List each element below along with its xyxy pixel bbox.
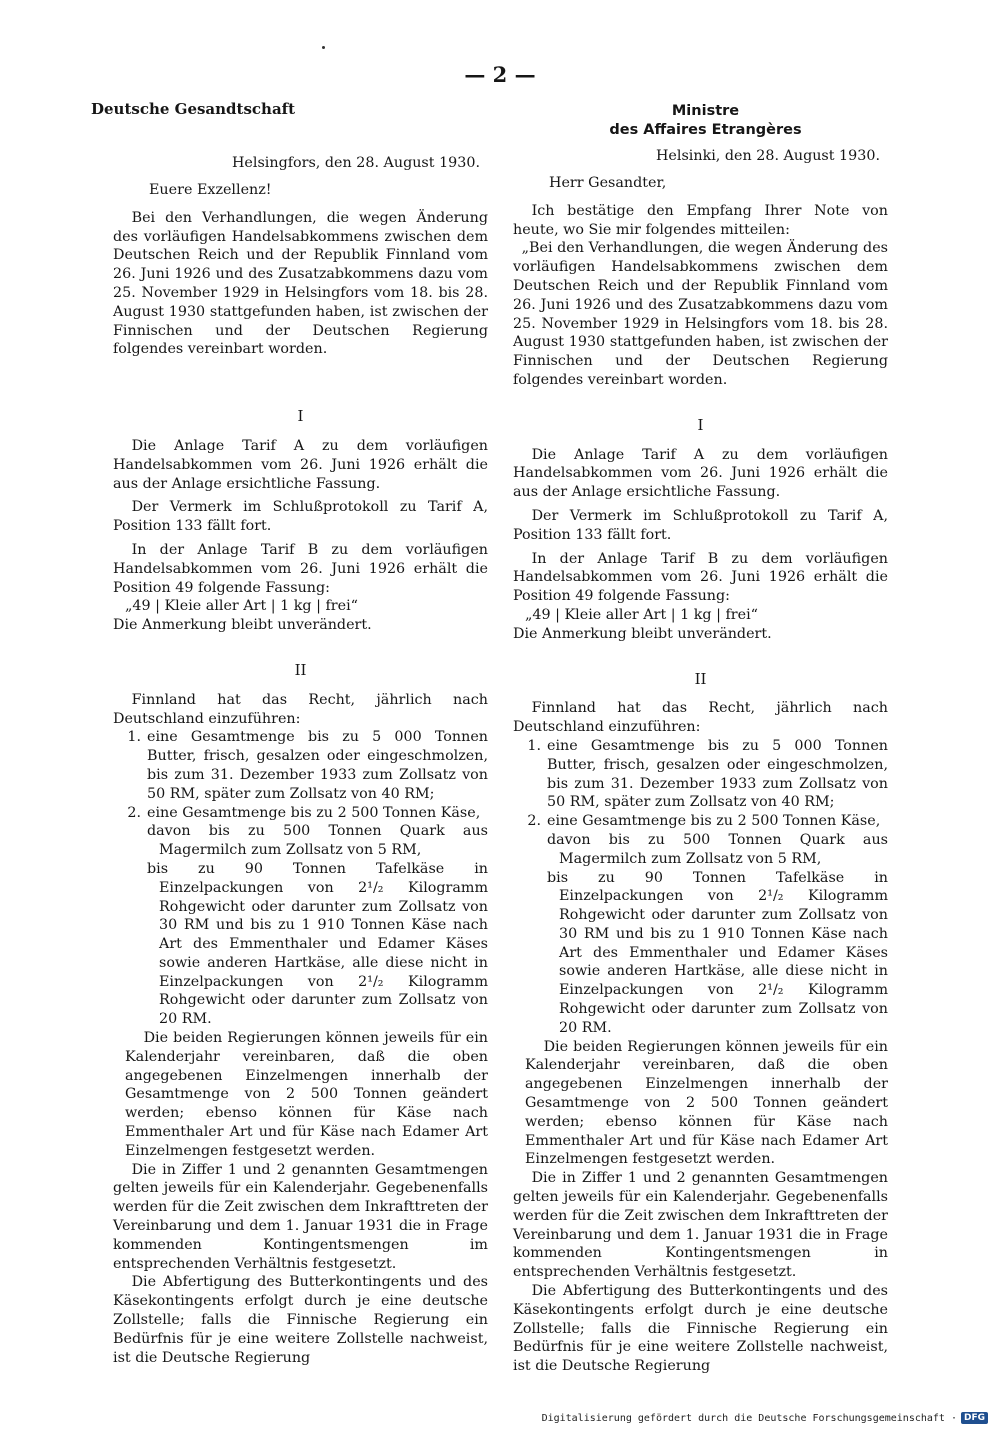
intro-paragraph: Bei den Verhandlungen, die wegen Änderung des vorläufigen Handelsabkommens zwischen dem Deutschen Reich und der Republik Finnland vom 26. Juni 1926 und des Zusatzabkommens dazu vom 25. November 1929 in Helsingfors vom 18. bis 28. August 1930 stattgefunden haben, ist zwischen der Finnischen und der Deutschen Regierung folgendes vereinbart worden. <box>113 209 488 358</box>
sub-paragraph: bis zu 90 Tonnen Tafelkäse in Einzelpackungen von 2¹/₂ Kilogramm Rohgewicht oder darunter zum Zollsatz von 30 RM und bis zu 1 910 Tonnen Käse nach Art des Emmenthaler und Edamer Käses sowie anderen Hartkäse, alle diese nicht in Einzelpackungen von 2¹/₂ Kilogramm Rohgewicht oder darunter zum Zollsatz von 20 RM. <box>547 869 888 1036</box>
section-i-paragraph: Der Vermerk im Schlußprotokoll zu Tarif A, Position 133 fällt fort. <box>513 507 888 543</box>
list-text: eine Gesamtmenge bis zu 5 000 Tonnen Butter, frisch, gesalzen oder eingeschmolzen, bis zum 31. Dezember 1933 zum Zollsatz von 50 RM, später zum Zollsatz von 40 RM; <box>147 729 488 802</box>
letter-date: Helsinki, den 28. August 1930. <box>655 148 880 164</box>
list-text: eine Gesamtmenge bis zu 2 500 Tonnen Käse, <box>147 804 481 821</box>
letter-date: Helsingfors, den 28. August 1930. <box>231 155 480 171</box>
quota-list <box>113 728 488 822</box>
footer-text: Digitalisierung gefördert durch die Deutsche Forschungsgemeinschaft · <box>541 1412 957 1424</box>
section-i-paragraph: Die Anmerkung bleibt unverändert. <box>113 617 372 634</box>
left-column <box>91 100 488 1367</box>
tariff-entry: „49 | Kleie aller Art | 1 kg | frei“ <box>125 598 358 615</box>
sub-paragraph: bis zu 90 Tonnen Tafelkäse in Einzelpackungen von 2¹/₂ Kilogramm Rohgewicht oder darunter zum Zollsatz von 30 RM und bis zu 1 910 Tonnen Käse nach Art des Emmenthaler und Edamer Käses sowie anderen Hartkäse, alle diese nicht in Einzelpackungen von 2¹/₂ Kilogramm Rohgewicht oder darunter zum Zollsatz von 20 RM. <box>147 860 488 1028</box>
page-number: — 2 — <box>464 62 536 87</box>
sub-paragraph: Die beiden Regierungen können jeweils für ein Kalenderjahr vereinbaren, daß die oben angegebenen Einzelmengen innerhalb der Gesamtmenge von 2 500 Tonnen geändert werden; ebenso können für Käse nach Emmenthaler Art und für Käse nach Edamer Art Einzelmengen festgesetzt werden. <box>125 1030 488 1159</box>
sender-heading <box>523 102 888 138</box>
list-item <box>513 737 888 812</box>
section-i-paragraph: In der Anlage Tarif B zu dem vorläufigen Handelsabkommen vom 26. Juni 1926 erhält die Position 49 folgende Fassung: <box>113 541 488 596</box>
list-item <box>113 804 488 823</box>
section-heading-ii: II <box>294 660 307 679</box>
list-number: 1. <box>127 729 141 746</box>
section-ii-paragraph: Die Abfertigung des Butterkontingents und des Käsekontingents erfolgt durch je eine deutsche Zollstelle; falls die Finnische Regierung ein Bedürfnis für je eine weitere Zollstelle nachweist, ist die Deutsche Regierung <box>113 1274 488 1366</box>
sender-line: Ministre <box>671 103 740 119</box>
print-speck <box>322 46 325 49</box>
list-item <box>113 728 488 803</box>
salutation: Herr Gesandter, <box>549 174 667 191</box>
section-i-paragraph: Der Vermerk im Schlußprotokoll zu Tarif A, Position 133 fällt fort. <box>113 499 488 535</box>
sub-paragraph: Die beiden Regierungen können jeweils für ein Kalenderjahr vereinbaren, daß die oben angegebenen Einzelmengen innerhalb der Gesamtmenge von 2 500 Tonnen geändert werden; ebenso können für Käse nach Emmenthaler Art und für Käse nach Edamer Art Einzelmengen festgesetzt werden. <box>525 1038 888 1168</box>
section-i-paragraph: Die Anlage Tarif A zu dem vorläufigen Handelsabkommen vom 26. Juni 1926 erhält die aus der Anlage ersichtliche Fassung. <box>513 446 888 501</box>
right-column <box>513 103 888 1376</box>
section-heading-i: I <box>697 415 704 434</box>
sender-heading: Deutsche Gesandtschaft <box>91 100 296 118</box>
digitization-footer <box>542 1412 988 1424</box>
dfg-logo: DFG <box>961 1412 988 1424</box>
salutation: Euere Exzellenz! <box>149 181 272 198</box>
list-number: 1. <box>527 737 541 754</box>
list-item <box>513 812 888 831</box>
section-i-paragraph: Die Anmerkung bleibt unverändert. <box>513 625 772 642</box>
list-number: 2. <box>527 813 541 830</box>
section-heading-i: I <box>297 407 304 426</box>
section-ii-paragraph: Finnland hat das Recht, jährlich nach Deutschland einzuführen: <box>513 700 888 736</box>
section-ii-paragraph: Die Abfertigung des Butterkontingents und des Käsekontingents erfolgt durch je eine deutsche Zollstelle; falls die Finnische Regierung ein Bedürfnis für je eine weitere Zollstelle nachweist, ist die Deutsche Regierung <box>513 1283 888 1375</box>
tariff-entry: „49 | Kleie aller Art | 1 kg | frei“ <box>525 606 758 623</box>
sub-paragraph: davon bis zu 500 Tonnen Quark aus Magermilch zum Zollsatz von 5 RM, <box>547 831 888 867</box>
section-heading-ii: II <box>694 669 707 688</box>
list-text: eine Gesamtmenge bis zu 2 500 Tonnen Käse, <box>547 813 881 830</box>
section-i-paragraph: Die Anlage Tarif A zu dem vorläufigen Handelsabkommen vom 26. Juni 1926 erhält die aus der Anlage ersichtliche Fassung. <box>113 437 488 492</box>
list-number: 2. <box>127 804 141 821</box>
section-ii-paragraph: Finnland hat das Recht, jährlich nach Deutschland einzuführen: <box>113 691 488 727</box>
sub-paragraph: davon bis zu 500 Tonnen Quark aus Magermilch zum Zollsatz von 5 RM, <box>147 823 488 859</box>
list-text: eine Gesamtmenge bis zu 5 000 Tonnen Butter, frisch, gesalzen oder eingeschmolzen, bis zum 31. Dezember 1933 zum Zollsatz von 50 RM, später zum Zollsatz von 40 RM; <box>547 737 888 811</box>
section-i-paragraph: In der Anlage Tarif B zu dem vorläufigen Handelsabkommen vom 26. Juni 1926 erhält die Position 49 folgende Fassung: <box>513 550 888 605</box>
sender-line: des Affaires Etrangères <box>609 122 802 138</box>
intro-paragraph: „Bei den Verhandlungen, die wegen Änderung des vorläufigen Handelsabkommens zwischen dem Deutschen Reich und der Republik Finnland vom 26. Juni 1926 und des Zusatzabkommens dazu vom 25. November 1929 in Helsingfors vom 18. bis 28. August 1930 stattgefunden haben, ist zwischen der Finnischen und der Deutschen Regierung folgendes vereinbart worden. <box>513 240 888 388</box>
section-ii-paragraph: Die in Ziffer 1 und 2 genannten Gesamtmengen gelten jeweils für ein Kalenderjahr. Gegebenenfalls werden für die Zeit zwischen dem Inkrafttreten der Vereinbarung und dem 1. Januar 1931 die in Frage kommenden Kontingentsmengen in entsprechenden Verhältnis festgesetzt. <box>513 1170 888 1281</box>
confirm-paragraph: Ich bestätige den Empfang Ihrer Note von heute, wo Sie mir folgendes mitteilen: <box>513 202 888 238</box>
section-ii-paragraph: Die in Ziffer 1 und 2 genannten Gesamtmengen gelten jeweils für ein Kalenderjahr. Gegebenenfalls werden für die Zeit zwischen dem Inkrafttreten der Vereinbarung und dem 1. Januar 1931 die in Frage kommenden Kontingentsmengen im entsprechenden Verhältnis festgesetzt. <box>113 1161 488 1272</box>
quota-list <box>513 737 888 831</box>
